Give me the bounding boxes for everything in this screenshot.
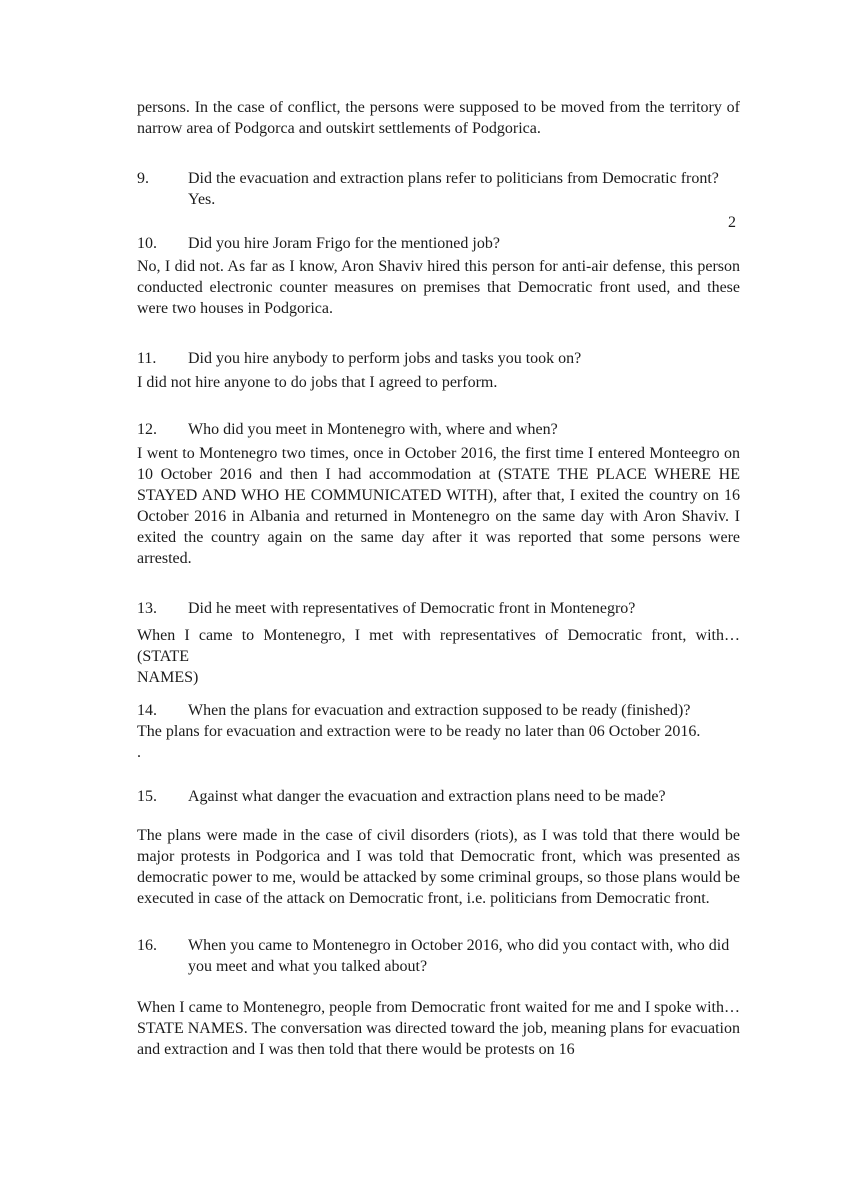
answer-13-line-1: When I came to Montenegro, I met with representatives of Democratic front, with… [137,627,740,644]
qa-item-11 [137,348,740,369]
question-text-16: When you came to Montenegro in October 2016, who did you contact with, who did you meet and what you talked about? [188,937,730,975]
question-text-14: When the plans for evacuation and extraction supposed to be ready (finished)? [188,702,691,719]
question-number-13: 13. [137,600,157,617]
question-text-13: Did he meet with representatives of Democratic front in Montenegro? [188,600,636,617]
continuation-paragraph: persons. In the case of conflict, the persons were supposed to be moved from the territory of narrow area of Podgorca and outskirt settlements of Podgorica. [137,99,740,137]
qa-item-13 [137,598,740,619]
qa-item-14 [137,700,740,721]
question-number-15: 15. [137,788,157,805]
answer-text-16: When I came to Montenegro, people from Democratic front waited for me and I spoke with…STATE NAMES. The conversation was directed toward the job, meaning plans for evacuation and extraction and I was then told that there would be protests on 16 [137,999,740,1058]
answer-13-line-2: (STATE [137,648,190,665]
question-text-9: Did the evacuation and extraction plans refer to politicians from Democratic front? [188,170,719,187]
answer-13-line-3: NAMES) [137,669,199,686]
qa-item-12 [137,419,740,440]
qa-item-10 [137,233,740,254]
qa-item-16 [137,935,740,977]
answer-14-trailing-dot: . [137,744,141,761]
question-text-12: Who did you meet in Montenegro with, where and when? [188,421,558,438]
question-text-11: Did you hire anybody to perform jobs and tasks you took on? [188,350,582,367]
question-text-15: Against what danger the evacuation and extraction plans need to be made? [188,788,666,805]
answer-text-14: The plans for evacuation and extraction were to be ready no later than 06 October 2016. [137,723,701,740]
question-number-16: 16. [137,937,157,954]
answer-text-10: No, I did not. As far as I know, Aron Shaviv hired this person for anti-air defense, this person conducted electronic counter measures on premises that Democratic front used, and these were two houses in Podgorica. [137,258,740,317]
page-number: 2 [728,214,736,231]
question-number-14: 14. [137,702,157,719]
answer-text-9: Yes. [188,191,216,208]
question-number-9: 9. [137,170,149,187]
qa-item-9 [137,168,740,210]
question-number-10: 10. [137,235,157,252]
question-text-10: Did you hire Joram Frigo for the mentioned job? [188,235,500,252]
answer-text-11: I did not hire anyone to do jobs that I agreed to perform. [137,374,498,391]
answer-text-15: The plans were made in the case of civil disorders (riots), as I was told that there would be major protests in Podgorica and I was told that Democratic front, which was presented as democratic power to me, would be attacked by some criminal groups, so those plans would be executed in case of the attack on Democratic front, i.e. politicians from Democratic front. [137,827,740,907]
answer-text-12: I went to Montenegro two times, once in October 2016, the first time I entered Monteegro on 10 October 2016 and then I had accommodation at (STATE THE PLACE WHERE HE STAYED AND WHO HE COMMUNICATED WITH), after that, I exited the country on 16 October 2016 in Albania and returned in Montenegro on the same day with Aron Shaviv. I exited the country again on the same day after it was reported that some persons were arrested. [137,445,740,567]
qa-item-15 [137,786,740,807]
question-number-12: 12. [137,421,157,438]
question-number-11: 11. [137,350,157,367]
answer-text-13 [137,625,740,688]
